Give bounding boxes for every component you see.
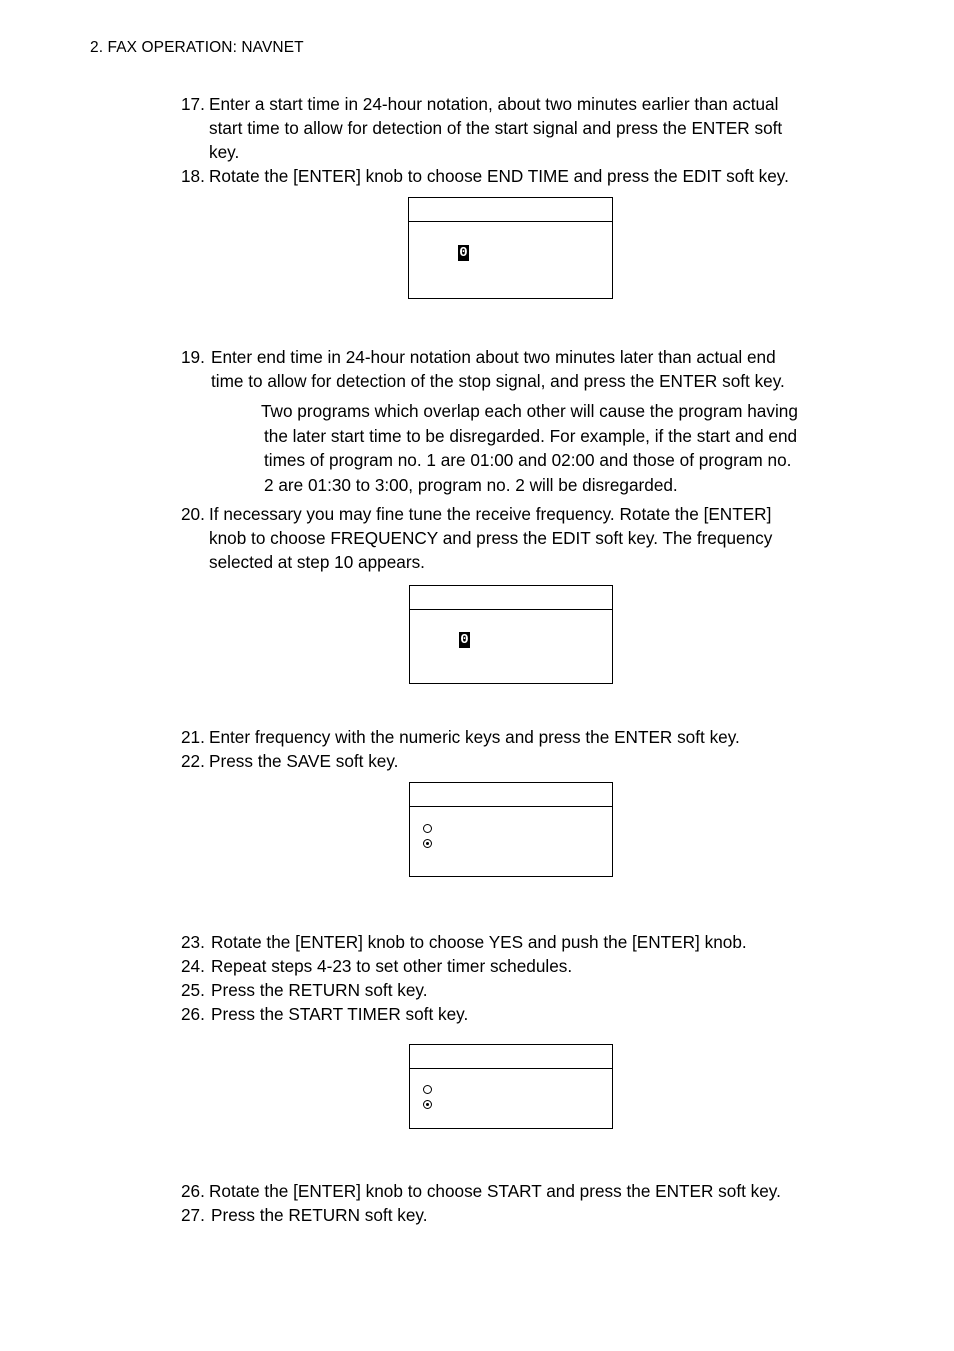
step-17-line-3: key.: [209, 142, 240, 162]
step-17: [181, 92, 778, 116]
radio-option-unselected[interactable]: [423, 824, 432, 833]
step-21: [181, 725, 740, 749]
dialog-titlebar: [409, 198, 612, 222]
step-text: Rotate the [ENTER] knob to choose END TIME and press the EDIT soft key.: [209, 166, 789, 186]
note-line: 2 are 01:30 to 3:00, program no. 2 will be disregarded.: [264, 474, 678, 495]
step-text: Rotate the [ENTER] knob to choose START and press the ENTER soft key.: [209, 1181, 781, 1201]
step-text-line: If necessary you may fine tune the receive frequency. Rotate the [ENTER]: [209, 504, 772, 524]
step-number: 20.: [181, 504, 205, 524]
step-number: 19.: [181, 347, 205, 367]
step-text-line: Enter a start time in 24-hour notation, about two minutes earlier than actual: [209, 94, 779, 114]
step-number: 24.: [181, 956, 205, 976]
step-20-line-3: selected at step 10 appears.: [209, 552, 425, 572]
end-time-dialog: [408, 197, 613, 299]
note-line: Two programs which overlap each other will cause the program having: [261, 401, 798, 421]
step-text: Rotate the [ENTER] knob to choose YES and push the [ENTER] knob.: [211, 932, 747, 952]
step-19: [181, 345, 776, 369]
radio-option-unselected[interactable]: [423, 1085, 432, 1094]
step-number: 17.: [181, 94, 205, 114]
step-number: 18.: [181, 166, 205, 186]
step-number: 25.: [181, 980, 205, 1000]
step-23: [181, 930, 747, 954]
step-number: 27.: [181, 1205, 205, 1225]
step-20-line-2: knob to choose FREQUENCY and press the EDIT soft key. The frequency: [209, 528, 773, 548]
radio-option-selected[interactable]: [423, 1100, 432, 1109]
dialog-titlebar: [410, 783, 612, 807]
step-number: 22.: [181, 751, 205, 771]
step-26-choose-start: [181, 1179, 781, 1203]
step-24: [181, 954, 572, 978]
step-19-note: [261, 399, 798, 497]
step-22: [181, 749, 398, 773]
start-timer-dialog: [409, 1044, 613, 1129]
step-number: 26.: [181, 1181, 205, 1201]
step-text: Repeat steps 4-23 to set other timer schedules.: [211, 956, 573, 976]
running-header: 2. FAX OPERATION: NAVNET: [90, 39, 304, 56]
step-27: [181, 1203, 428, 1227]
step-text: Press the START TIMER soft key.: [211, 1004, 469, 1024]
frequency-dialog: [409, 585, 613, 684]
dialog-titlebar: [410, 1045, 612, 1069]
note-line: the later start time to be disregarded. For example, if the start and end: [264, 425, 798, 446]
step-number: 26.: [181, 1004, 205, 1024]
step-18: [181, 164, 789, 188]
step-25: [181, 978, 428, 1002]
input-cursor[interactable]: 0: [459, 245, 468, 261]
step-17-line-2: start time to allow for detection of the start signal and press the ENTER soft: [209, 118, 783, 138]
step-19-line-2: time to allow for detection of the stop signal, and press the ENTER soft key.: [211, 371, 785, 391]
step-text: Enter frequency with the numeric keys and press the ENTER soft key.: [209, 727, 740, 747]
save-dialog: [409, 782, 613, 877]
note-line: times of program no. 1 are 01:00 and 02:00 and those of program no.: [264, 450, 792, 470]
input-cursor[interactable]: 0: [460, 632, 469, 648]
step-26-start-timer: [181, 1002, 468, 1026]
dialog-titlebar: [410, 586, 612, 610]
step-text: Press the SAVE soft key.: [209, 751, 399, 771]
step-text: Press the RETURN soft key.: [211, 980, 428, 1000]
radio-option-selected[interactable]: [423, 839, 432, 848]
step-text-line: Enter end time in 24-hour notation about two minutes later than actual end: [211, 347, 776, 367]
step-number: 21.: [181, 727, 205, 747]
step-20: [181, 502, 771, 526]
step-text: Press the RETURN soft key.: [211, 1205, 428, 1225]
step-number: 23.: [181, 932, 205, 952]
